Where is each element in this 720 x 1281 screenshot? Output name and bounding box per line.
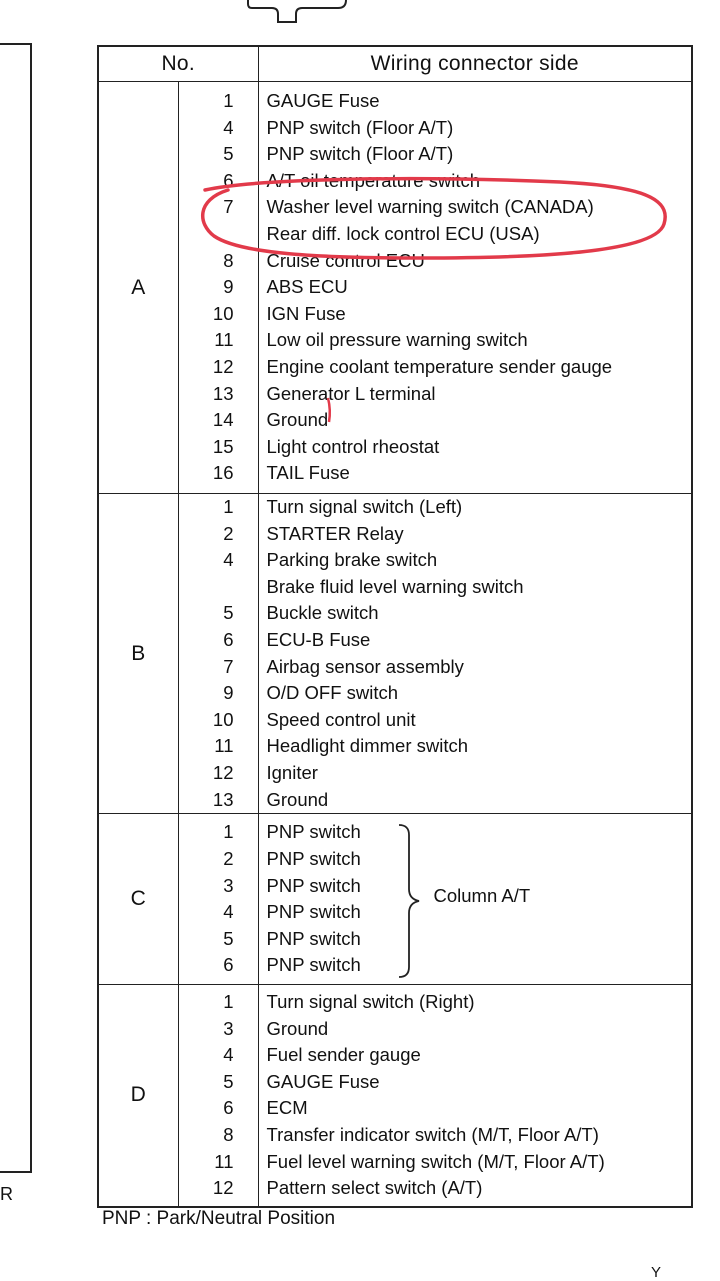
pin-number: 4 — [223, 116, 234, 138]
pin-number: 9 — [223, 276, 234, 298]
pin-description: Rear diff. lock control ECU (USA) — [266, 223, 540, 245]
pin-description: PNP switch (Floor A/T) — [266, 116, 454, 138]
pin-number: 2 — [223, 522, 234, 544]
pin-description: Ground — [266, 788, 329, 810]
pin-number: 10 — [212, 708, 234, 730]
pin-number: 5 — [223, 143, 234, 165]
pin-number: 11 — [214, 735, 234, 757]
pin-number: 16 — [212, 462, 234, 484]
pin-number: 6 — [223, 628, 234, 650]
pin-number: 7 — [223, 655, 234, 677]
pin-description: PNP switch — [266, 901, 361, 923]
header-no: No. — [98, 46, 258, 82]
pin-description: Transfer indicator switch (M/T, Floor A/T) — [266, 1123, 599, 1145]
pin-number: 10 — [212, 302, 234, 324]
pin-description: Fuel level warning switch (M/T, Floor A/T) — [266, 1150, 605, 1172]
pin-number: 1 — [223, 496, 234, 517]
pin-number: 4 — [223, 901, 234, 923]
pin-description: Washer level warning switch (CANADA) — [266, 196, 594, 218]
pin-description: Speed control unit — [266, 708, 416, 730]
pin-number: 13 — [212, 788, 234, 810]
pin-number: 6 — [223, 169, 234, 191]
pin-number: 11 — [214, 329, 234, 351]
pin-number: 5 — [223, 602, 234, 624]
pin-number: 12 — [212, 355, 234, 377]
pin-description: PNP switch — [266, 821, 361, 843]
pin-number: 2 — [223, 847, 234, 869]
group-letter: B — [98, 494, 178, 814]
pin-description: Light control rheostat — [266, 435, 440, 457]
pin-number: 8 — [223, 249, 234, 271]
pin-description: TAIL Fuse — [266, 462, 350, 484]
footnote: PNP : Park/Neutral Position — [102, 1208, 336, 1229]
bracket-label: Column A/T — [433, 885, 531, 907]
pin-description: Turn signal switch (Left) — [266, 496, 463, 517]
group-letter: D — [98, 985, 178, 1207]
pin-number: 1 — [223, 821, 234, 843]
pin-description: O/D OFF switch — [266, 682, 399, 704]
pin-description: Ground — [266, 1017, 329, 1039]
pin-number: 12 — [212, 1177, 234, 1199]
pin-number: 14 — [212, 409, 234, 431]
pin-description: Low oil pressure warning switch — [266, 329, 528, 351]
pin-description: PNP switch (Floor A/T) — [266, 143, 454, 165]
pin-description: Airbag sensor assembly — [266, 655, 464, 677]
pin-description: PNP switch — [266, 847, 361, 869]
pin-description: Turn signal switch (Right) — [266, 991, 475, 1012]
pin-number: 6 — [223, 1097, 234, 1119]
pin-number: 5 — [223, 1070, 234, 1092]
pin-description: ECM — [266, 1097, 308, 1119]
pin-number: 9 — [223, 682, 234, 704]
corner-label-r: R — [0, 1184, 13, 1204]
pin-description: GAUGE Fuse — [266, 1070, 380, 1092]
pin-description: ABS ECU — [266, 276, 348, 298]
pin-number: 7 — [223, 196, 234, 218]
pin-number: 1 — [223, 991, 234, 1012]
pin-description: Brake fluid level warning switch — [266, 575, 524, 597]
group-letter: C — [98, 814, 178, 985]
pin-description: Engine coolant temperature sender gauge — [266, 355, 613, 377]
pin-description: Parking brake switch — [266, 549, 438, 571]
pin-description: Ground — [266, 409, 329, 431]
pin-number: 12 — [212, 761, 234, 783]
pin-number: 8 — [223, 1123, 234, 1145]
pin-description: Buckle switch — [266, 602, 379, 624]
pin-description: PNP switch — [266, 954, 361, 976]
pin-description: STARTER Relay — [266, 522, 404, 544]
pin-number: 11 — [214, 1150, 234, 1172]
corner-label-y: Y — [651, 1264, 662, 1281]
pin-description: PNP switch — [266, 874, 361, 896]
pin-description: ECU-B Fuse — [266, 628, 371, 650]
pin-number: 15 — [212, 435, 234, 457]
pin-description: Cruise control ECU — [266, 249, 425, 271]
group-letter: A — [98, 82, 178, 494]
pin-number: 6 — [223, 954, 234, 976]
pin-number: 1 — [223, 90, 234, 112]
pin-number: 4 — [223, 1044, 234, 1066]
pin-number: 4 — [223, 549, 234, 571]
pin-description: PNP switch — [266, 927, 361, 949]
pin-description: IGN Fuse — [266, 302, 346, 324]
header-wiring-side: Wiring connector side — [258, 46, 692, 82]
pin-number: 3 — [223, 1017, 234, 1039]
pin-description: GAUGE Fuse — [266, 90, 380, 112]
pin-number: 13 — [212, 382, 234, 404]
pin-number: 5 — [223, 927, 234, 949]
pin-description: A/T oil temperature switch — [266, 169, 481, 191]
pin-description: Fuel sender gauge — [266, 1044, 421, 1066]
pin-description: Headlight dimmer switch — [266, 735, 469, 757]
pin-description: Igniter — [266, 761, 318, 783]
pin-description: Pattern select switch (A/T) — [266, 1177, 483, 1199]
pin-description: Generator L terminal — [266, 382, 436, 404]
pin-number: 3 — [223, 874, 234, 896]
